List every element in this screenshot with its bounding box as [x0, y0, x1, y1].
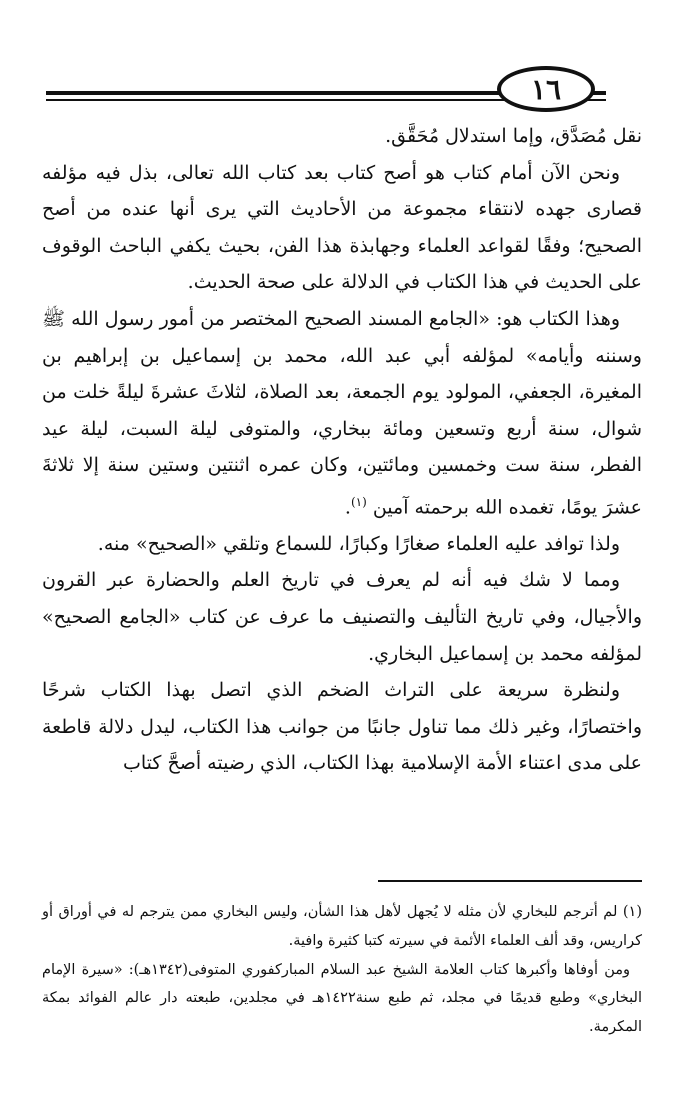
paragraph-4: ولذا توافد عليه العلماء صغارًا وكبارًا، للسماع وتلقي «الصحيح» منه. [97, 532, 620, 555]
paragraph-3-end: . [344, 496, 351, 519]
paragraph-3-text: وهذا الكتاب هو: «الجامع المسند الصحيح المختصر من أمور رسول الله ﷺ وسننه وأيامه» لمؤلفه أبي عبد الله، محمد بن إسماعيل بن إبراهيم بن المغيرة، الجعفي، المولود يوم الجمعة، بعد الصلاة، لثلاثَ عشرةَ ليلةً خلت من شوال، سنة أربع وتسعين ومائة ببخاري، والمتوفى ليلة السبت، ليلة عيد الفطر، سنة ست وخمسين ومائتين، وكان عمره اثنتين وستين سنة إلا ثلاثةَ عشرَ يومًا، تغمده الله برحمته آمين [42, 307, 642, 519]
footnote-reference[interactable]: (١) [350, 494, 367, 509]
page-number: ١٦ [497, 66, 595, 112]
footnote-1-continued: ومن أوفاها وأكبرها كتاب العلامة الشيخ عبد السلام المباركفوري المتوفى(١٣٤٢هـ): «سيرة الإمام البخاري» وطبع قديمًا في مجلد، ثم طبع سنة١٤٢٢هـ في مجلدين، طبعته دار عالم الفوائد بمكة المكرمة. [42, 961, 642, 1036]
paragraph-6: ولنظرة سريعة على التراث الضخم الذي اتصل بهذا الكتاب شرحًا واختصارًا، وغير ذلك مما تناول جانبًا من جوانب هذا الكتاب، ليدل دلالة قاطعة على مدى اعتناء الأمة الإسلامية بهذا الكتاب، الذي رضيته أصحَّ كتاب [42, 679, 642, 775]
footnote-1: (١) لم أترجم للبخاري لأن مثله لا يُجهل لأهل هذا الشأن، وليس البخاري ممن يترجم له في أوراق أو كراريس، وقد ألف العلماء الأئمة في سيرته كتبا كثيرة وافية. [42, 904, 642, 949]
footnote-separator [378, 880, 642, 882]
paragraph-5: ومما لا شك فيه أنه لم يعرف في تاريخ العلم والحضارة عبر القرون والأجيال، وفي تاريخ التأليف والتصنيف ما عرف عن كتاب «الجامع الصحيح» لمؤلفه محمد بن إسماعيل البخاري. [42, 569, 642, 665]
paragraph-3 [42, 301, 642, 526]
main-text [42, 118, 642, 782]
paragraph-2: ونحن الآن أمام كتاب هو أصح كتاب بعد كتاب الله تعالى، بذل فيه مؤلفه قصارى جهده لانتقاء مجموعة من الأحاديث التي يرى أنها عنده من أصح الصحيح؛ وفقًا لقواعد العلماء وجهابذة هذا الفن، بحيث يكفي الباحث الوقوف على الحديث في هذا الكتاب في الدلالة على صحة الحديث. [42, 161, 642, 294]
paragraph-1: نقل مُصَدَّق، وإما استدلال مُحَقَّق. [385, 125, 642, 147]
footnotes [42, 898, 642, 1042]
